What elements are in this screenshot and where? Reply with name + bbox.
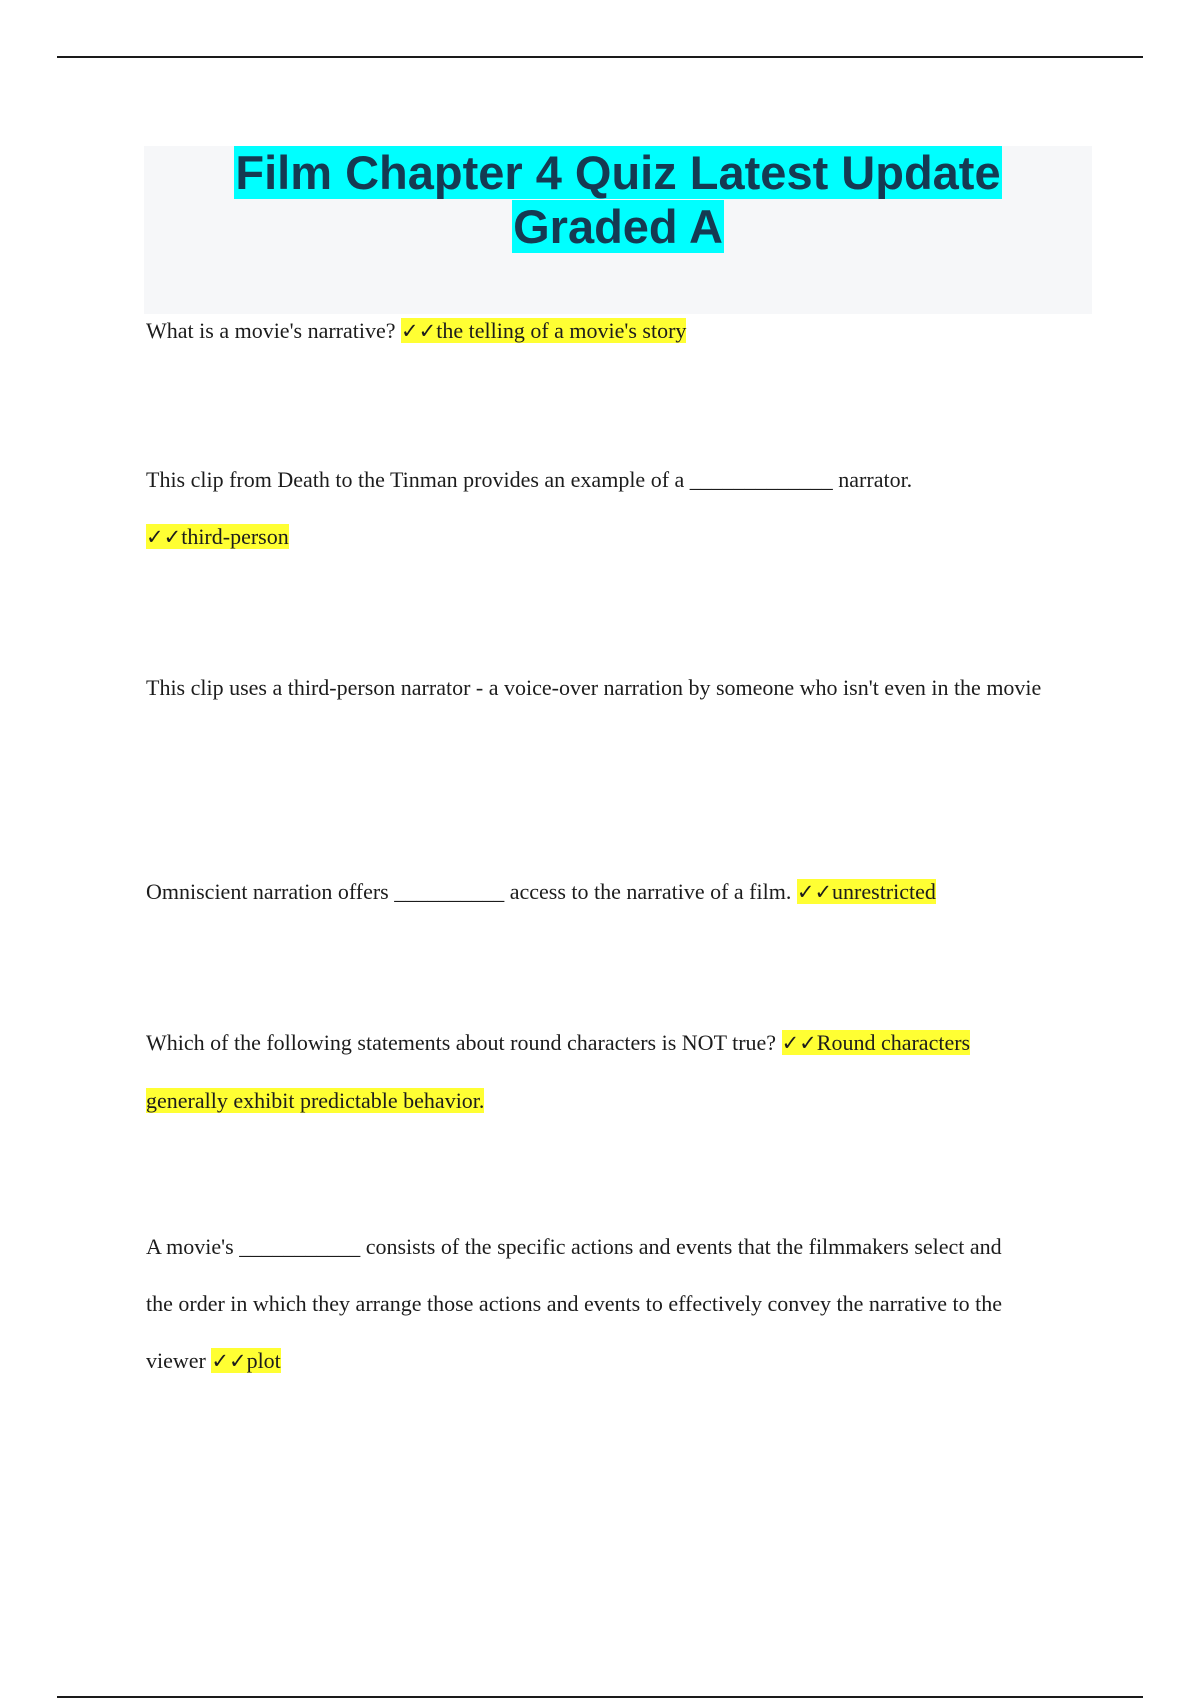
answer-text: third-person [181,524,289,549]
answer-highlight [782,1030,971,1055]
qa-item-3 [146,659,1096,716]
question-line-2: the order in which they arrange those actions and events to effectively convey the narrative to the [146,1291,1003,1316]
qa-item-1 [146,302,1096,360]
answer-highlight-continued: generally exhibit predictable behavior. [146,1088,485,1113]
qa-item-6 [146,1218,1096,1390]
answer-text: the telling of a movie's story [436,318,687,343]
question-text: Omniscient narration offers __________ access to the narrative of a film. [146,879,792,904]
answer-text: Round characters [816,1030,971,1055]
statement-text: This clip uses a third-person narrator - a voice-over narration by someone who isn't even in the movie [146,675,1042,700]
double-check-icon: ✓✓ [401,319,437,343]
question-text: Which of the following statements about round characters is NOT true? [146,1030,777,1055]
title-line-1: Film Chapter 4 Quiz Latest Update [235,146,1001,199]
double-check-icon: ✓✓ [781,1031,817,1055]
answer-highlight [401,318,686,343]
question-line-1: A movie's ___________ consists of the specific actions and events that the filmmakers select and [146,1234,1002,1259]
answer-text: unrestricted [832,879,936,904]
answer-highlight [211,1348,280,1373]
question-text: What is a movie's narrative? [146,318,396,343]
qa-item-5 [146,1014,1096,1129]
question-line-3: viewer [146,1348,206,1373]
question-text: This clip from Death to the Tinman provides an example of a _____________ narrator. [146,467,913,492]
title-line-2: Graded A [513,200,723,253]
document-title [144,146,1092,254]
footer-rule [57,1696,1143,1698]
title-banner [144,146,1092,314]
double-check-icon: ✓✓ [146,525,182,549]
qa-item-2 [146,451,1096,566]
answer-text: plot [246,1348,281,1373]
qa-item-4 [146,863,1096,921]
answer-highlight [146,524,289,549]
double-check-icon: ✓✓ [796,880,833,904]
double-check-icon: ✓✓ [211,1349,247,1373]
header-rule [57,56,1143,58]
answer-highlight [797,879,936,904]
